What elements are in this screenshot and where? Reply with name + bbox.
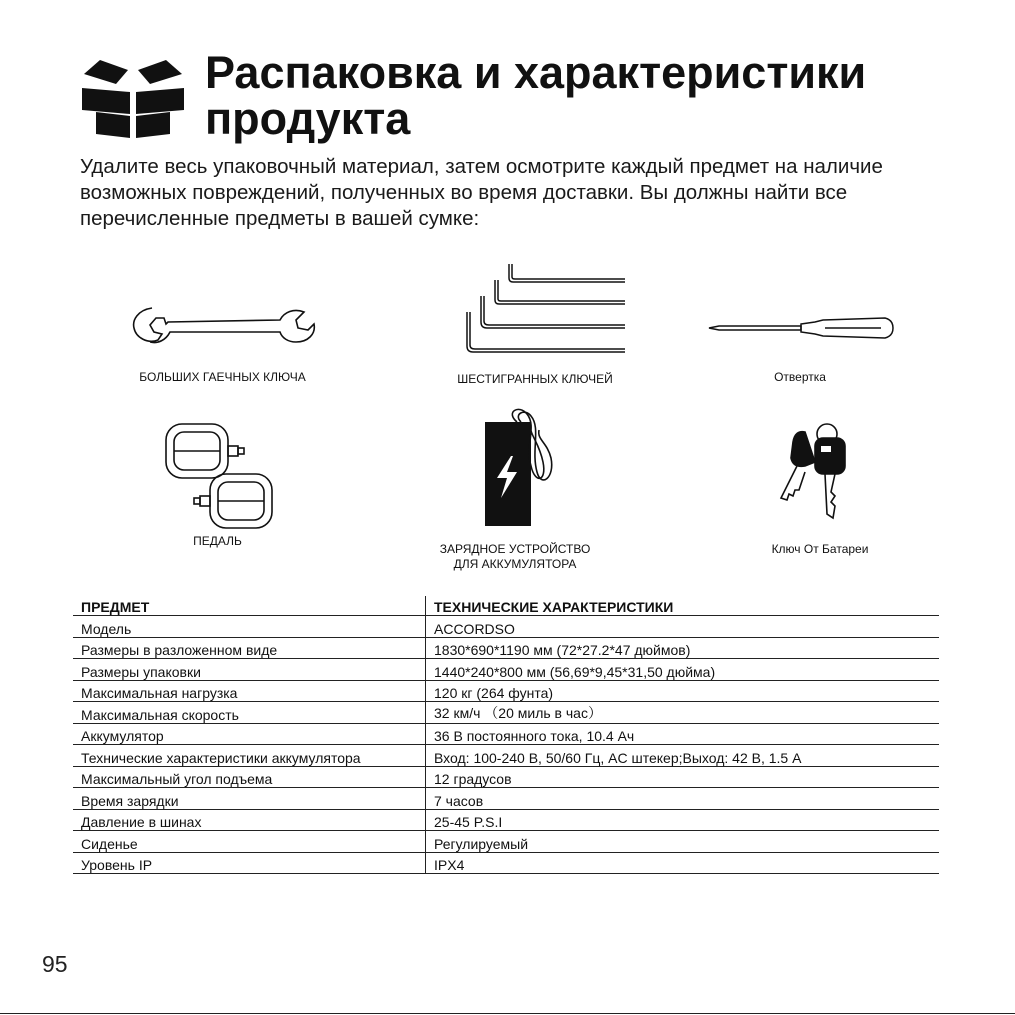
row-value: 7 часов bbox=[426, 788, 940, 810]
table-row bbox=[73, 745, 939, 767]
battery-charger-icon bbox=[465, 406, 565, 528]
table-row bbox=[73, 831, 939, 853]
item-pedals bbox=[125, 420, 310, 549]
item-label-screwdriver: Отвертка bbox=[774, 370, 826, 384]
row-value: Регулируемый bbox=[426, 831, 940, 853]
row-value: 25-45 P.S.I bbox=[426, 809, 940, 831]
row-label: Технические характеристики аккумулятора bbox=[73, 745, 426, 767]
row-value: ACCORDSO bbox=[426, 616, 940, 638]
row-label: Максимальный угол подъема bbox=[73, 766, 426, 788]
table-header-row bbox=[73, 596, 939, 616]
table-row bbox=[73, 659, 939, 681]
item-battery-keys bbox=[740, 422, 900, 557]
screwdriver-icon bbox=[705, 310, 895, 346]
row-label: Размеры упаковки bbox=[73, 659, 426, 681]
row-label: Уровень IP bbox=[73, 852, 426, 874]
row-label: Размеры в разложенном виде bbox=[73, 637, 426, 659]
row-value: 36 В постоянного тока, 10.4 Ач bbox=[426, 723, 940, 745]
hex-keys-icon bbox=[445, 260, 625, 358]
item-label-hex-keys: ШЕСТИГРАННЫХ КЛЮЧЕЙ bbox=[457, 372, 613, 386]
row-value: 32 км/ч （20 миль в час） bbox=[426, 702, 940, 724]
item-label-battery-charger: ЗАРЯДНОЕ УСТРОЙСТВО ДЛЯ АККУМУЛЯТОРА bbox=[439, 542, 591, 571]
battery-keys-icon bbox=[775, 422, 865, 522]
row-value: 12 градусов bbox=[426, 766, 940, 788]
wrench-icon bbox=[128, 298, 318, 354]
bottom-divider bbox=[0, 1013, 1015, 1014]
item-label-battery-keys: Ключ От Батареи bbox=[771, 542, 869, 556]
row-label: Аккумулятор bbox=[73, 723, 426, 745]
item-hex-keys bbox=[425, 260, 645, 387]
row-label: Максимальная нагрузка bbox=[73, 680, 426, 702]
item-label-wrench: БОЛЬШИХ ГАЕЧНЫХ КЛЮЧА bbox=[139, 370, 306, 384]
table-row bbox=[73, 809, 939, 831]
header-item: ПРЕДМЕТ bbox=[73, 596, 426, 616]
spec-table bbox=[73, 596, 939, 874]
pedals-icon bbox=[148, 420, 288, 530]
row-value: Вход: 100-240 В, 50/60 Гц, AC штекер;Выход: 42 В, 1.5 А bbox=[426, 745, 940, 767]
table-row bbox=[73, 788, 939, 810]
row-label: Время зарядки bbox=[73, 788, 426, 810]
table-row bbox=[73, 766, 939, 788]
item-label-pedals: ПЕДАЛЬ bbox=[193, 534, 242, 548]
table-row bbox=[73, 702, 939, 724]
table-row bbox=[73, 852, 939, 874]
row-value: 1830*690*1190 мм (72*27.2*47 дюймов) bbox=[426, 637, 940, 659]
row-label: Модель bbox=[73, 616, 426, 638]
page-number: 95 bbox=[42, 951, 68, 977]
item-wrench bbox=[110, 298, 335, 385]
row-value: IPX4 bbox=[426, 852, 940, 874]
table-row bbox=[73, 637, 939, 659]
item-screwdriver bbox=[700, 310, 900, 385]
row-value: 1440*240*800 мм (56,69*9,45*31,50 дюйма) bbox=[426, 659, 940, 681]
row-label: Сиденье bbox=[73, 831, 426, 853]
table-row bbox=[73, 723, 939, 745]
page-title: Распаковка и характеристики продукта bbox=[205, 47, 867, 144]
table-row bbox=[73, 680, 939, 702]
row-label: Давление в шинах bbox=[73, 809, 426, 831]
open-box-icon bbox=[78, 54, 188, 138]
row-value: 120 кг (264 фунта) bbox=[426, 680, 940, 702]
item-battery-charger bbox=[410, 406, 620, 572]
table-row bbox=[73, 616, 939, 638]
intro-text: Удалите весь упаковочный материал, затем осмотрите каждый предмет на наличие возможных повреждений, полученных во время доставки. Вы должны найти все перечисленные предметы в вашей сумке: bbox=[80, 155, 883, 230]
row-label: Максимальная скорость bbox=[73, 702, 426, 724]
header-specs: ТЕХНИЧЕСКИЕ ХАРАКТЕРИСТИКИ bbox=[426, 596, 940, 616]
